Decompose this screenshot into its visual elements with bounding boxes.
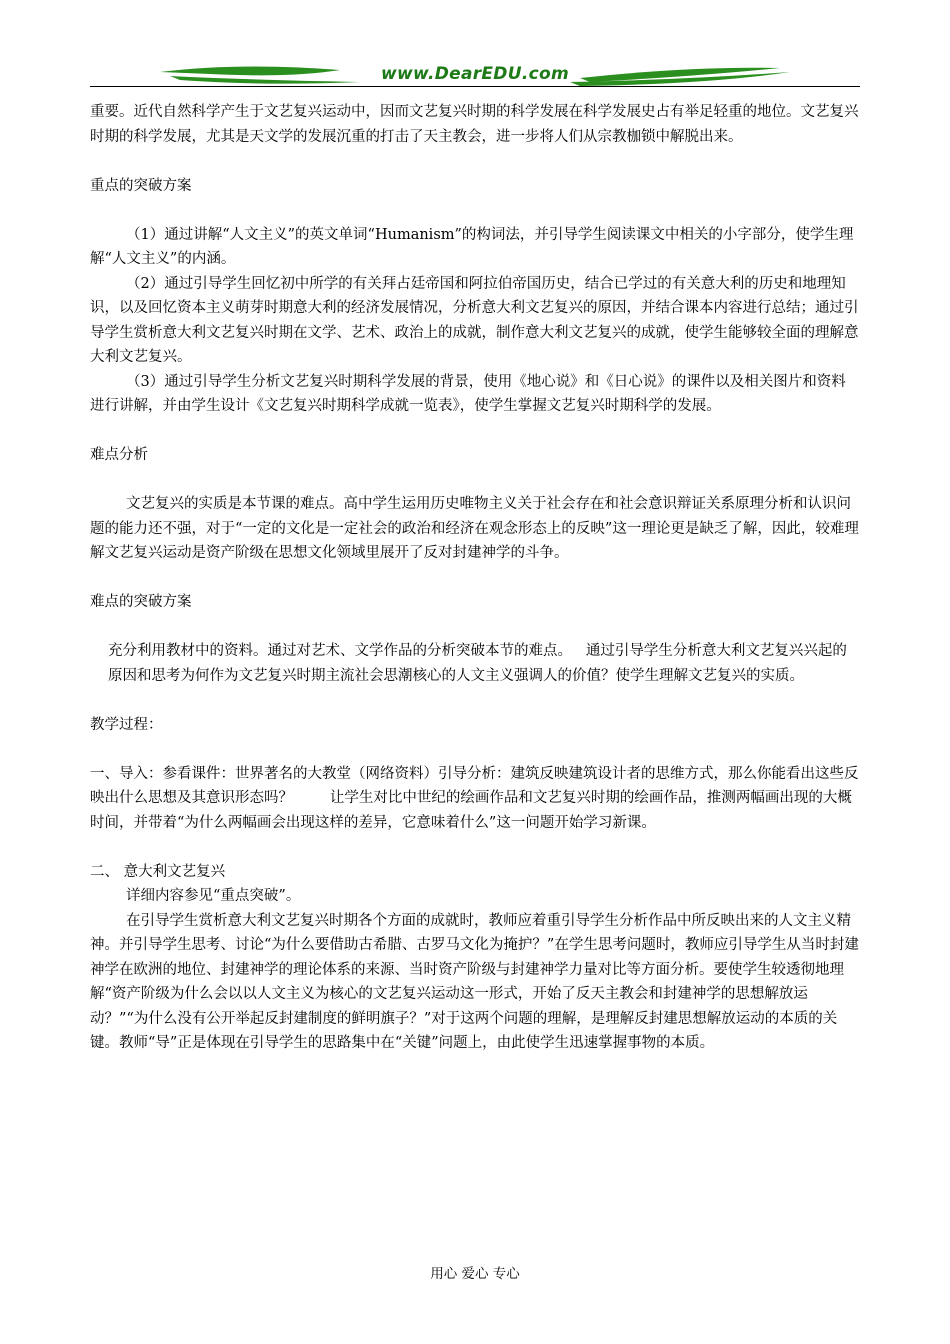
- heading-teaching-process: 教学过程：: [90, 716, 163, 733]
- paragraph-point-1: （1）通过讲解“人文主义”的英文单词“Humanism”的构词法，并引导学生阅读课文中相关的小字部分，使学生理解“人文主义”的内涵。: [90, 226, 854, 267]
- paragraph-point-2: （2）通过引导学生回忆初中所学的有关拜占廷帝国和阿拉伯帝国历史，结合已学过的有关意大利的历史和地理知识，以及回忆资本主义萌芽时期意大利的经济发展情况，分析意大利文艺复兴的原因，并结合课本内容进行总结；通过引导学生赏析意大利文艺复兴时期在文学、艺术、政治上的成就，制作意大利文艺复兴的成就，使学生能够较全面的理解意大利文艺复兴。: [90, 275, 859, 365]
- paragraph-introduction-step: 一、导入：参看课件：世界著名的大教堂（网络资料）引导分析：建筑反映建筑设计者的思维方式，那么你能看出这些反映出什么思想及其意识形态吗？ 让学生对比中世纪的绘画作品和文艺复兴时期的绘画作品，推测两幅画出现的大概时间，并带着“为什么两幅画会出现这样的差异，它意味着什么”这一问题开始学习新课。: [90, 765, 859, 831]
- paragraph-see-key-points: 详细内容参见“重点突破”。: [126, 888, 301, 904]
- paragraph-analysis: 在引导学生赏析意大利文艺复兴时期各个方面的成就时，教师应着重引导学生分析作品中所反映出来的人文主义精神。并引导学生思考、讨论“为什么要借助古希腊、古罗马文化为掩护？”在学生思考问题时，教师应引导学生从当时封建神学在欧洲的地位、封建神学的理论体系的来源、当时资产阶级与封建神学力量对比等方面分析。要使学生较透彻地理解“资产阶级为什么会以以人文主义为核心的文艺复兴运动这一形式，开始了反天主教会和封建神学的思想解放运动？”“为什么没有公开举起反封建制度的鲜明旗子？”对于这两个问题的理解，是理解反封建思想解放运动的本质的关键。教师“导”正是体现在引导学生的思路集中在“关键”问题上，由此使学生迅速掌握事物的本质。: [90, 912, 859, 1051]
- paragraph-intro: 重要。近代自然科学产生于文艺复兴运动中，因而文艺复兴时期的科学发展在科学发展史占有举足轻重的地位。文艺复兴时期的科学发展，尤其是天文学的发展沉重的打击了天主教会，进一步将人们从宗教枷锁中解脱出来。: [90, 104, 859, 145]
- heading-difficulty-plan: 难点的突破方案: [90, 594, 192, 610]
- heading-italian-renaissance: 二、 意大利文艺复兴: [90, 863, 226, 880]
- heading-difficulty-analysis: 难点分析: [90, 447, 148, 463]
- paragraph-difficulty: 文艺复兴的实质是本节课的难点。高中学生运用历史唯物主义关于社会存在和社会意识辩证关系原理分析和认识问题的能力还不强，对于“一定的文化是一定社会的政治和经济在观念形态上的反映”这一理论更是缺乏了解，因此，较难理解文艺复兴运动是资产阶级在思想文化领域里展开了反对封建神学的斗争。: [90, 496, 859, 561]
- site-logo-text: www.DearEDU.com: [381, 64, 569, 84]
- paragraph-point-3: （3）通过引导学生分析文艺复兴时期科学发展的背景，使用《地心说》和《日心说》的课件以及相关图片和资料进行讲解，并由学生设计《文艺复兴时期科学成就一览表》，使学生掌握文艺复兴时期科学的发展。: [90, 373, 846, 414]
- document-body: [90, 100, 860, 1056]
- paragraph-difficulty-plan: 充分利用教材中的资料。通过对艺术、文学作品的分析突破本节的难点。 通过引导学生分析意大利文艺复兴兴起的原因和思考为何作为文艺复兴时期主流社会思潮核心的人文主义强调人的价值？使学生理解文艺复兴的实质。: [108, 643, 847, 684]
- header-divider: [90, 86, 860, 87]
- heading-key-points: 重点的突破方案: [90, 177, 192, 194]
- page-footer: 用心 爱心 专心: [430, 1266, 520, 1282]
